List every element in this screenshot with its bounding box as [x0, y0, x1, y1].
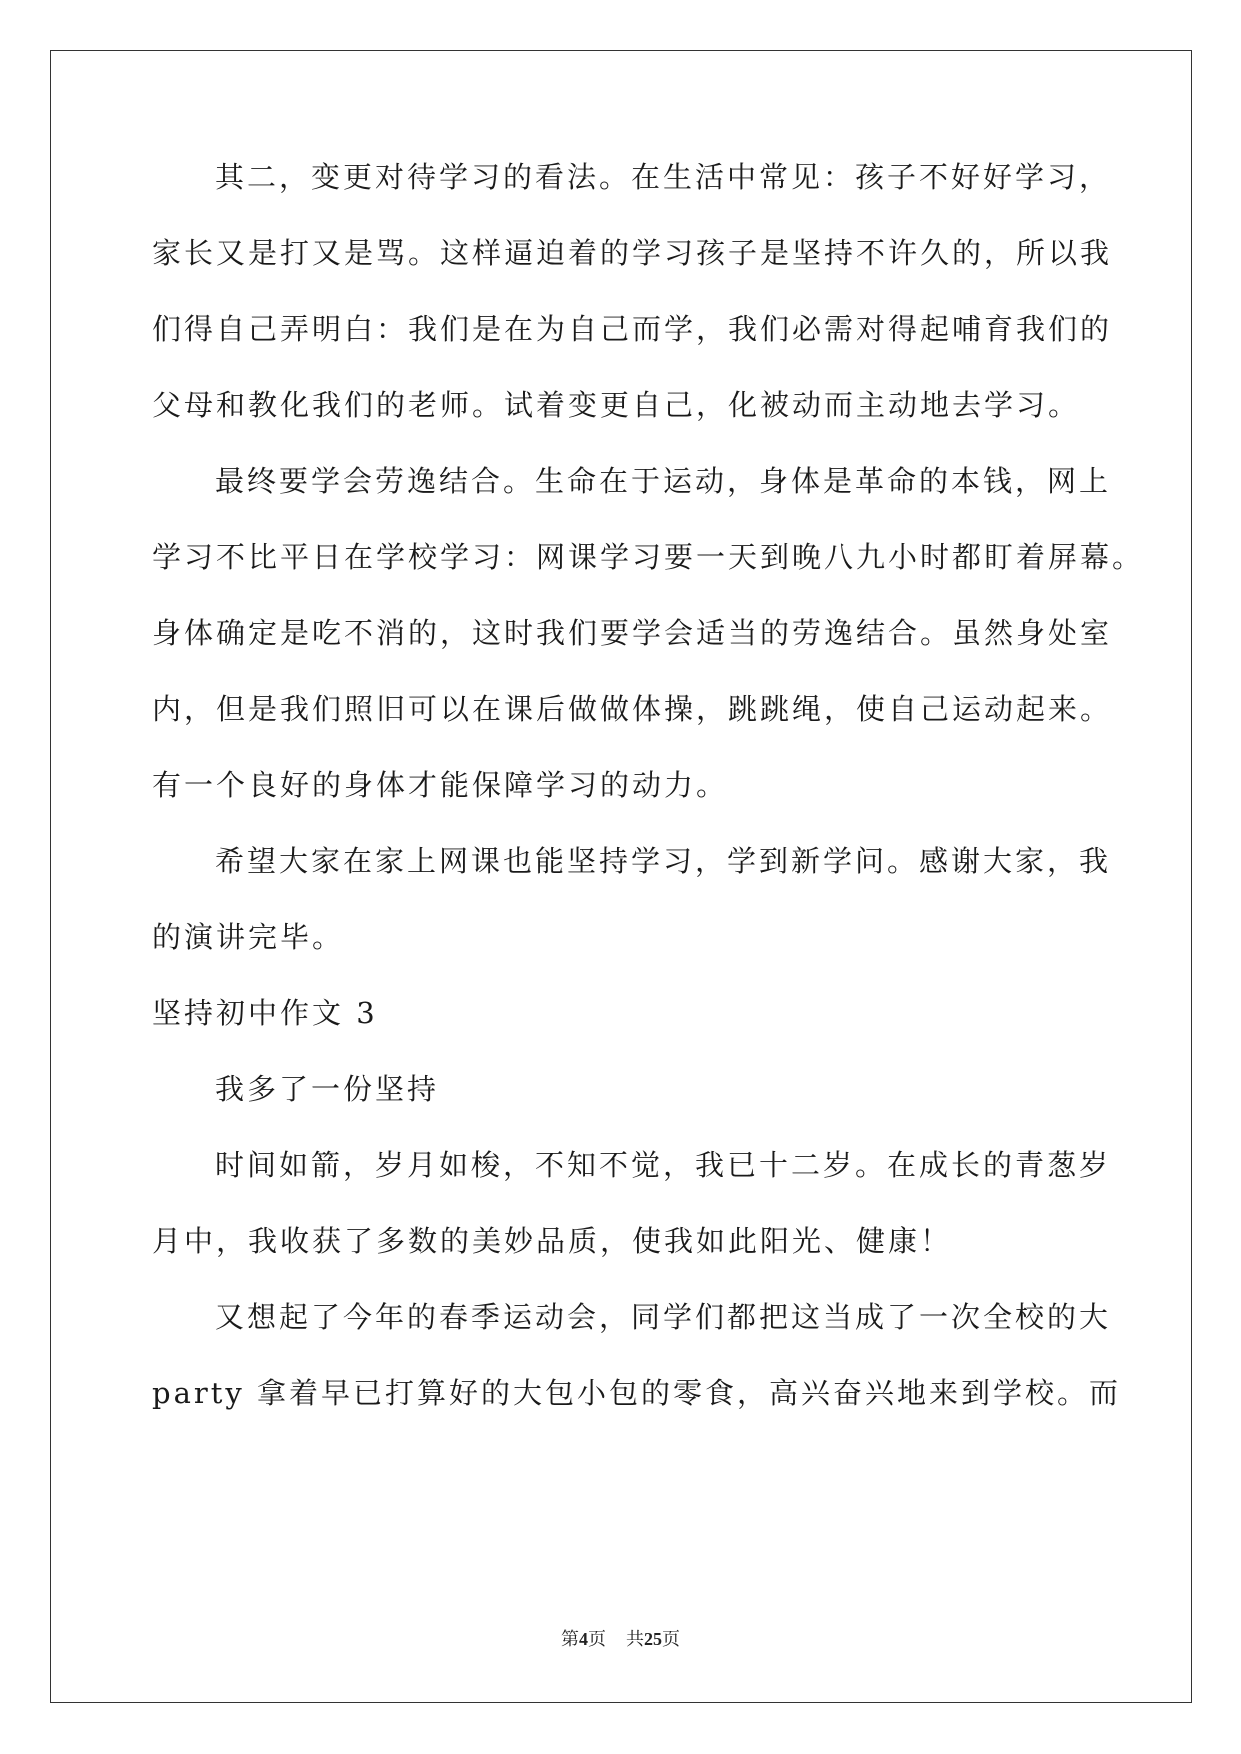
total-prefix: 共	[626, 1629, 644, 1649]
paragraph-line: 其二，变更对待学习的看法。在生活中常见：孩子不好好学习，	[215, 160, 1112, 194]
paragraph-line: 希望大家在家上网课也能坚持学习，学到新学问。感谢大家，我	[215, 844, 1112, 878]
paragraph-line: party 拿着早已打算好的大包小包的零食，高兴奋兴地来到学校。而	[152, 1376, 1121, 1410]
paragraph-line: 学习不比平日在学校学习：网课学习要一天到晚八九小时都盯着屏幕。	[152, 540, 1145, 574]
paragraph-line: 身体确定是吃不消的，这时我们要学会适当的劳逸结合。虽然身处室	[152, 616, 1113, 650]
total-pages: 25	[644, 1629, 662, 1649]
document-body	[152, 160, 1145, 1452]
paragraph-line: 的演讲完毕。	[152, 920, 345, 954]
section-heading: 坚持初中作文 3	[152, 996, 378, 1030]
essay-title: 我多了一份坚持	[215, 1072, 440, 1106]
paragraph-line: 月中，我收获了多数的美妙品质，使我如此阳光、健康！	[152, 1224, 953, 1258]
paragraph-line: 又想起了今年的春季运动会，同学们都把这当成了一次全校的大	[215, 1300, 1112, 1334]
paragraph-line: 家长又是打又是骂。这样逼迫着的学习孩子是坚持不许久的，所以我	[152, 236, 1113, 270]
paragraph-line: 父母和教化我们的老师。试着变更自己，化被动而主动地去学习。	[152, 388, 1081, 422]
page-prefix: 第	[561, 1629, 579, 1649]
paragraph-line: 时间如箭，岁月如梭，不知不觉，我已十二岁。在成长的青葱岁	[215, 1148, 1112, 1182]
paragraph-line: 内，但是我们照旧可以在课后做做体操，跳跳绳，使自己运动起来。	[152, 692, 1113, 726]
paragraph-line: 最终要学会劳逸结合。生命在于运动，身体是革命的本钱，网上	[215, 464, 1112, 498]
page-number: 4	[579, 1629, 588, 1649]
paragraph-line: 们得自己弄明白：我们是在为自己而学，我们必需对得起哺育我们的	[152, 312, 1113, 346]
page-suffix: 页	[588, 1629, 606, 1649]
paragraph-line: 有一个良好的身体才能保障学习的动力。	[152, 768, 729, 802]
total-suffix: 页	[662, 1629, 680, 1649]
page-footer	[0, 1628, 1241, 1650]
